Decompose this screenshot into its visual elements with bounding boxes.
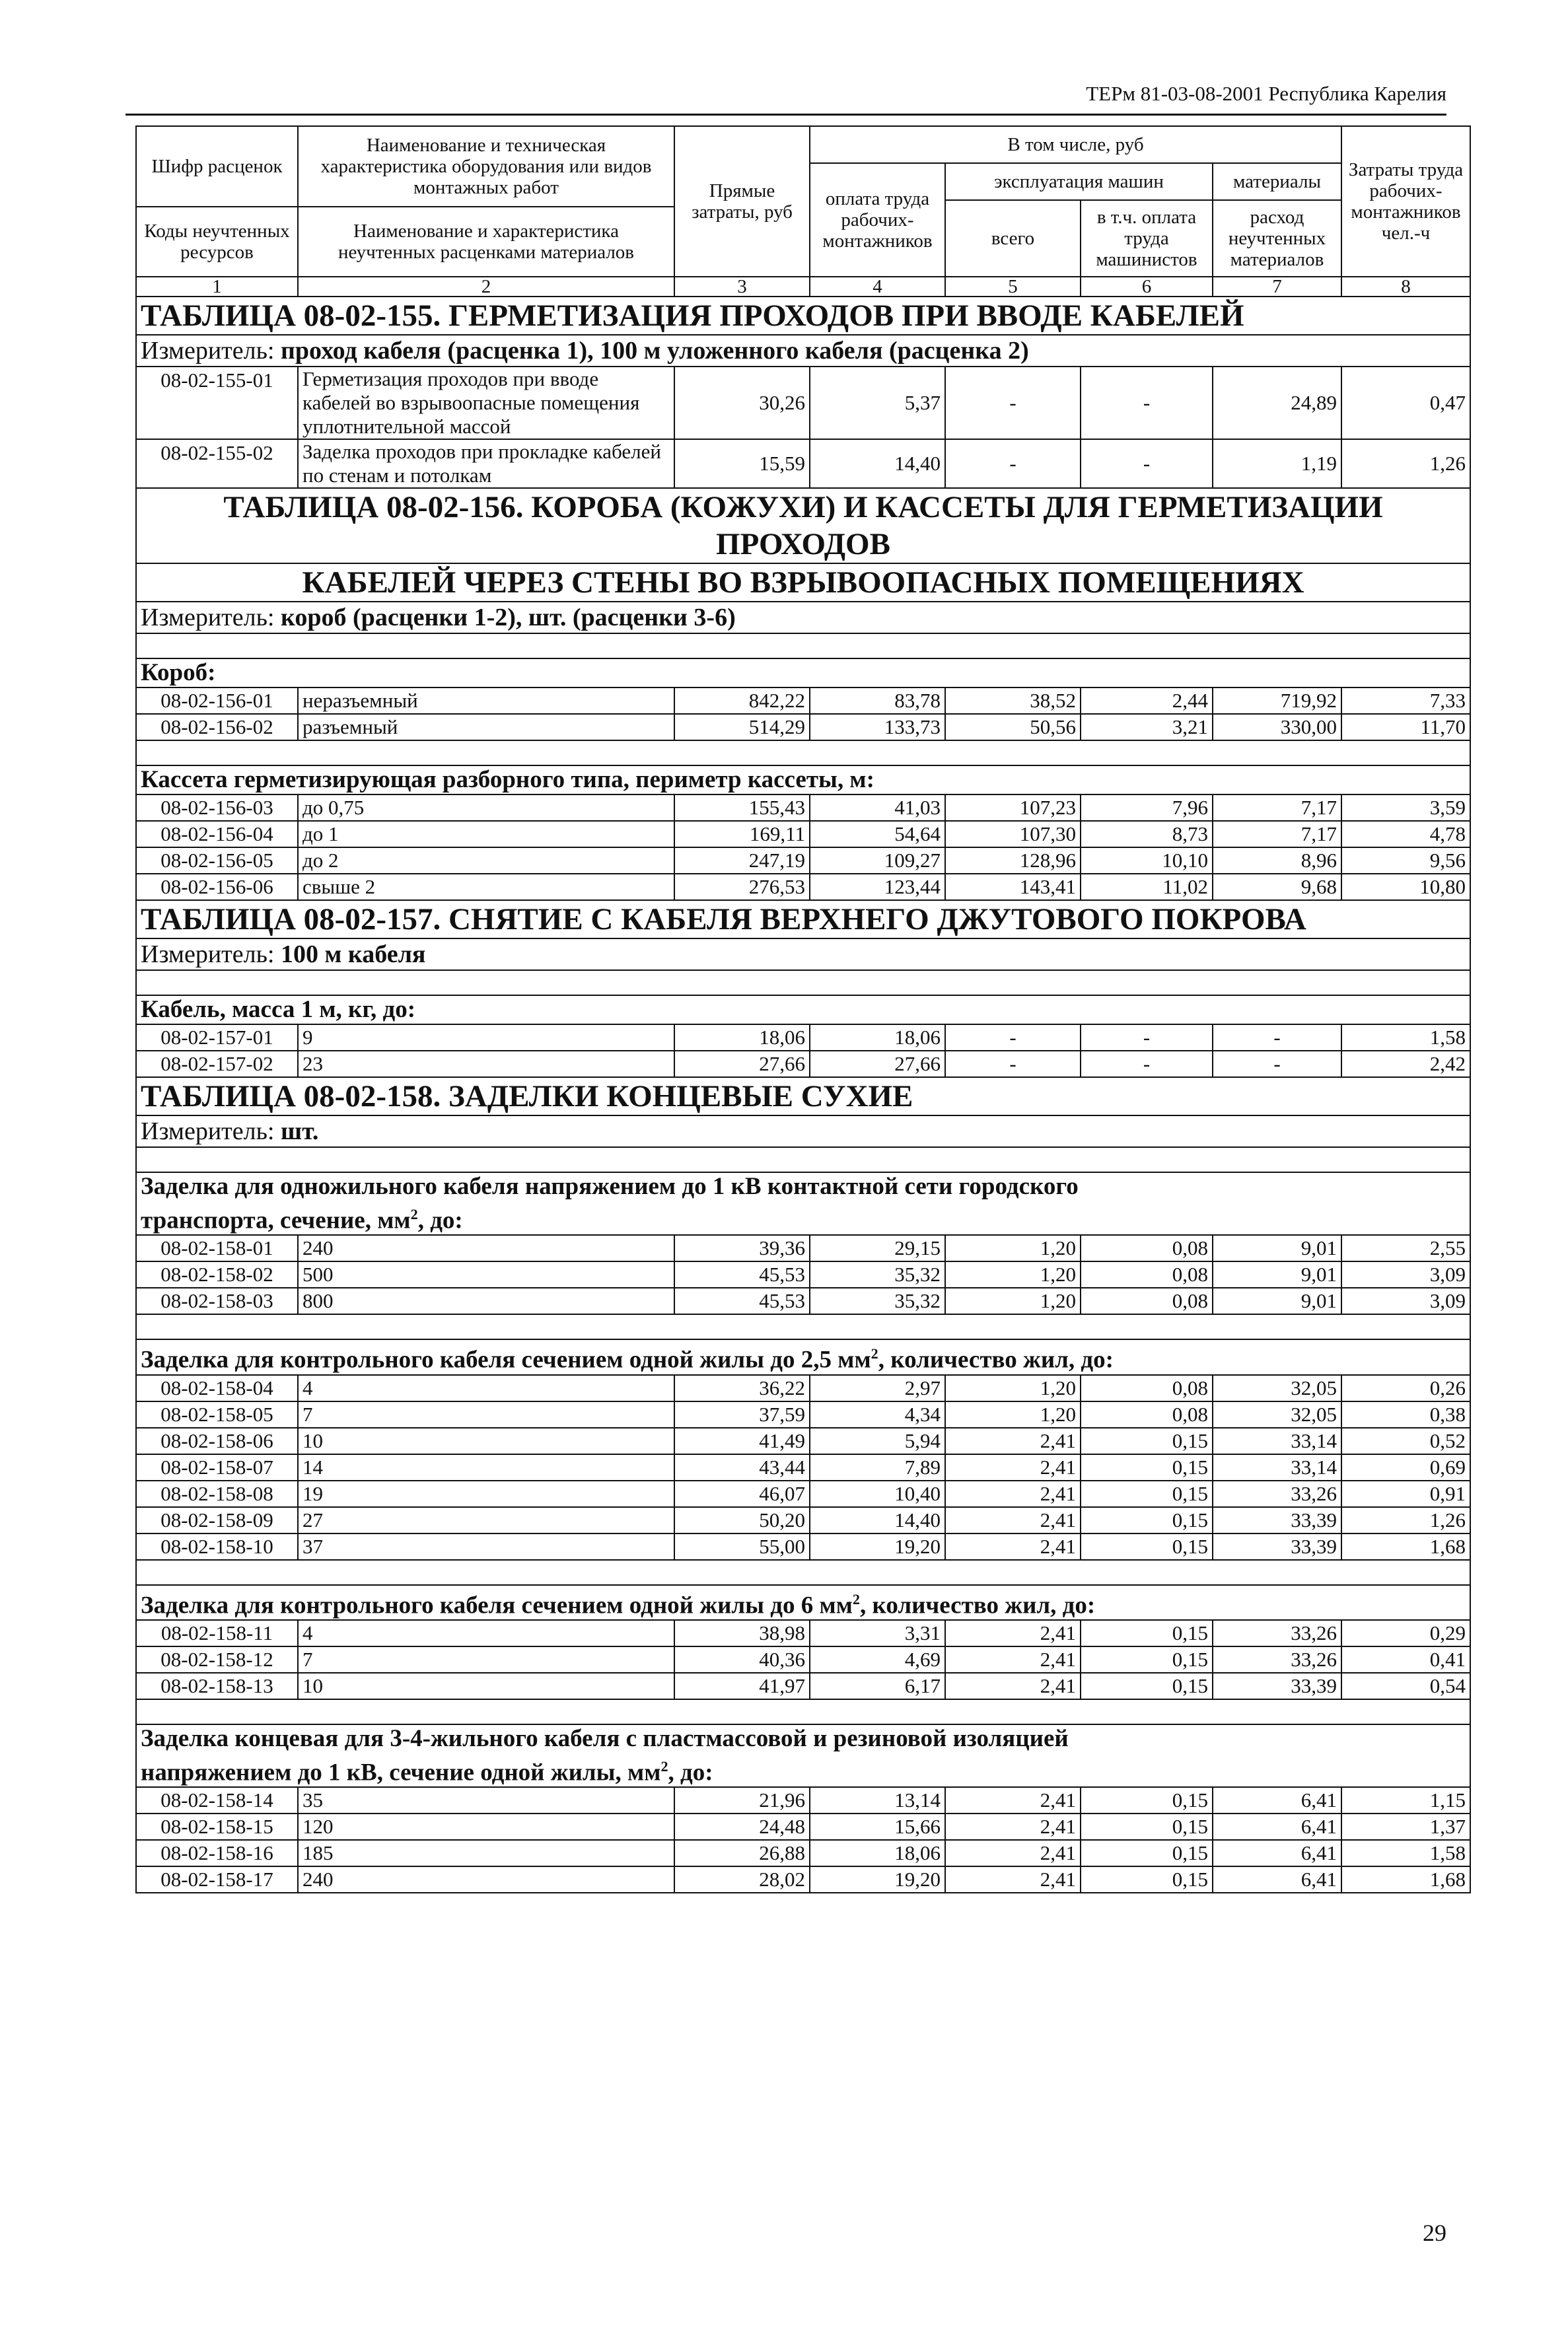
table-row [136, 1507, 1470, 1533]
col-name-sub-header: Наименование и характеристика неучтенных расценками материалов [298, 207, 674, 277]
col-machines-total-header: всего [945, 200, 1081, 277]
direct-cost: 39,36 [674, 1235, 810, 1261]
materials-cost: 1,19 [1213, 439, 1341, 488]
machinist-wage: 0,15 [1081, 1840, 1213, 1866]
rate-name: 27 [298, 1507, 674, 1533]
table-row [136, 1646, 1470, 1673]
rate-code: 08-02-155-01 [136, 367, 298, 439]
machinist-wage: 0,15 [1081, 1507, 1213, 1533]
rate-code: 08-02-158-16 [136, 1840, 298, 1866]
table-row [136, 1051, 1470, 1077]
machines-cost: 128,96 [945, 847, 1081, 874]
table-row [136, 1866, 1470, 1893]
wage-cost: 19,20 [810, 1866, 945, 1893]
table-row [136, 1814, 1470, 1840]
rate-code: 08-02-156-03 [136, 794, 298, 821]
table-row [136, 1261, 1470, 1288]
rate-code: 08-02-158-04 [136, 1375, 298, 1401]
direct-cost: 43,44 [674, 1454, 810, 1481]
direct-cost: 27,66 [674, 1051, 810, 1077]
col-code-header: Шифр расценок [136, 126, 298, 207]
direct-cost: 276,53 [674, 874, 810, 900]
table-157-title: ТАБЛИЦА 08-02-157. СНЯТИЕ С КАБЕЛЯ ВЕРХНЕГО ДЖУТОВОГО ПОКРОВА [136, 900, 1470, 938]
rate-name: Герметизация проходов при вводе кабелей во взрывоопасные помещения уплотнительной массой [298, 367, 674, 439]
machines-cost: 143,41 [945, 874, 1081, 900]
wage-cost: 35,32 [810, 1261, 945, 1288]
machinist-wage: 0,08 [1081, 1401, 1213, 1428]
machinist-wage: 10,10 [1081, 847, 1213, 874]
direct-cost: 40,36 [674, 1646, 810, 1673]
labor-hours: 0,38 [1341, 1401, 1470, 1428]
labor-hours: 1,58 [1341, 1024, 1470, 1051]
machinist-wage: 0,15 [1081, 1866, 1213, 1893]
direct-cost: 30,26 [674, 367, 810, 439]
rate-name: 37 [298, 1533, 674, 1560]
table-156-measure: Измеритель: короб (расценки 1-2), шт. (расценки 3-6) [136, 602, 1470, 633]
labor-hours: 0,47 [1341, 367, 1470, 439]
materials-cost: 6,41 [1213, 1840, 1341, 1866]
machinist-wage: 0,15 [1081, 1620, 1213, 1646]
labor-hours: 0,91 [1341, 1481, 1470, 1507]
col-num: 1 [136, 277, 298, 297]
wage-cost: 123,44 [810, 874, 945, 900]
machines-cost: 1,20 [945, 1235, 1081, 1261]
wage-cost: 29,15 [810, 1235, 945, 1261]
machinist-wage: 0,15 [1081, 1646, 1213, 1673]
machinist-wage: 0,15 [1081, 1533, 1213, 1560]
machinist-wage: 0,08 [1081, 1375, 1213, 1401]
rate-name: 10 [298, 1673, 674, 1699]
wage-cost: 5,94 [810, 1428, 945, 1454]
labor-hours: 0,54 [1341, 1673, 1470, 1699]
rate-code: 08-02-156-06 [136, 874, 298, 900]
wage-cost: 14,40 [810, 1507, 945, 1533]
table-row [136, 1787, 1470, 1814]
direct-cost: 37,59 [674, 1401, 810, 1428]
machines-cost: 2,41 [945, 1866, 1081, 1893]
table-row [136, 1428, 1470, 1454]
materials-cost: 33,26 [1213, 1646, 1341, 1673]
labor-hours: 7,33 [1341, 687, 1470, 714]
labor-hours: 1,58 [1341, 1840, 1470, 1866]
rate-code: 08-02-156-02 [136, 714, 298, 740]
col-machines-header: эксплуатация машин [945, 163, 1213, 200]
labor-hours: 2,42 [1341, 1051, 1470, 1077]
materials-cost: 33,14 [1213, 1454, 1341, 1481]
direct-cost: 45,53 [674, 1261, 810, 1288]
rate-name: 800 [298, 1288, 674, 1314]
materials-cost: 7,17 [1213, 794, 1341, 821]
materials-cost: 9,01 [1213, 1235, 1341, 1261]
header-rule [125, 114, 1446, 116]
direct-cost: 38,98 [674, 1620, 810, 1646]
machinist-wage: 0,08 [1081, 1288, 1213, 1314]
materials-cost: 719,92 [1213, 687, 1341, 714]
machines-cost: 107,30 [945, 821, 1081, 847]
table-row [136, 1454, 1470, 1481]
subheading-cassette: Кассета герметизирующая разборного типа, периметр кассеты, м: [136, 765, 1470, 794]
rate-name: до 1 [298, 821, 674, 847]
rate-code: 08-02-158-17 [136, 1866, 298, 1893]
rates-table [135, 125, 1471, 1893]
rate-code: 08-02-158-08 [136, 1481, 298, 1507]
wage-cost: 13,14 [810, 1787, 945, 1814]
column-numbers-row [136, 277, 1470, 297]
wage-cost: 19,20 [810, 1533, 945, 1560]
rate-name: до 2 [298, 847, 674, 874]
machinist-wage: 0,08 [1081, 1261, 1213, 1288]
col-materials-header: материалы [1213, 163, 1341, 200]
rate-name: 19 [298, 1481, 674, 1507]
col-machines-wage-header: в т.ч. оплата труда машинистов [1081, 200, 1213, 277]
labor-hours: 11,70 [1341, 714, 1470, 740]
col-labor-header: Затраты труда рабочих-монтажников чел.-ч [1341, 126, 1470, 277]
rate-code: 08-02-158-07 [136, 1454, 298, 1481]
table-row [136, 1024, 1470, 1051]
rate-code: 08-02-158-14 [136, 1787, 298, 1814]
labor-hours: 0,69 [1341, 1454, 1470, 1481]
machinist-wage: 2,44 [1081, 687, 1213, 714]
table-row [136, 821, 1470, 847]
rate-name: Заделка проходов при прокладке кабелей по стенам и потолкам [298, 439, 674, 488]
rate-code: 08-02-158-11 [136, 1620, 298, 1646]
table-row [136, 687, 1470, 714]
col-num: 7 [1213, 277, 1341, 297]
table-row [136, 1401, 1470, 1428]
rate-code: 08-02-157-02 [136, 1051, 298, 1077]
direct-cost: 36,22 [674, 1375, 810, 1401]
direct-cost: 24,48 [674, 1814, 810, 1840]
rate-name: 7 [298, 1646, 674, 1673]
rate-code: 08-02-156-01 [136, 687, 298, 714]
col-num: 6 [1081, 277, 1213, 297]
labor-hours: 0,29 [1341, 1620, 1470, 1646]
machines-cost: 2,41 [945, 1673, 1081, 1699]
materials-cost: 7,17 [1213, 821, 1341, 847]
direct-cost: 41,49 [674, 1428, 810, 1454]
rate-code: 08-02-158-10 [136, 1533, 298, 1560]
wage-cost: 83,78 [810, 687, 945, 714]
table-row [136, 1620, 1470, 1646]
col-name-header: Наименование и техническая характеристика оборудования или видов монтажных работ [298, 126, 674, 207]
labor-hours: 4,78 [1341, 821, 1470, 847]
machinist-wage: 0,15 [1081, 1428, 1213, 1454]
rate-name: до 0,75 [298, 794, 674, 821]
wage-cost: 7,89 [810, 1454, 945, 1481]
wage-cost: 18,06 [810, 1840, 945, 1866]
table-row [136, 1481, 1470, 1507]
table-row [136, 847, 1470, 874]
direct-cost: 247,19 [674, 847, 810, 874]
machinist-wage: 8,73 [1081, 821, 1213, 847]
page-number: 29 [1423, 2220, 1446, 2246]
machinist-wage: 11,02 [1081, 874, 1213, 900]
rate-name: 35 [298, 1787, 674, 1814]
machines-cost: 1,20 [945, 1288, 1081, 1314]
wage-cost: 2,97 [810, 1375, 945, 1401]
direct-cost: 45,53 [674, 1288, 810, 1314]
machinist-wage: 0,15 [1081, 1481, 1213, 1507]
machines-cost: 2,41 [945, 1814, 1081, 1840]
machinist-wage: - [1081, 1051, 1213, 1077]
machinist-wage: 3,21 [1081, 714, 1213, 740]
labor-hours: 0,41 [1341, 1646, 1470, 1673]
rate-code: 08-02-158-02 [136, 1261, 298, 1288]
machines-cost: 2,41 [945, 1840, 1081, 1866]
machines-cost: 107,23 [945, 794, 1081, 821]
rate-name: 7 [298, 1401, 674, 1428]
col-incl-header: В том числе, руб [810, 126, 1341, 163]
document-reference: ТЕРм 81-03-08-2001 Республика Карелия [1086, 82, 1446, 105]
rate-name: свыше 2 [298, 874, 674, 900]
rate-code: 08-02-156-05 [136, 847, 298, 874]
wage-cost: 14,40 [810, 439, 945, 488]
machines-cost: 50,56 [945, 714, 1081, 740]
direct-cost: 28,02 [674, 1866, 810, 1893]
materials-cost: 33,26 [1213, 1620, 1341, 1646]
rate-name: неразъемный [298, 687, 674, 714]
materials-cost: 33,26 [1213, 1481, 1341, 1507]
materials-cost: 32,05 [1213, 1401, 1341, 1428]
labor-hours: 10,80 [1341, 874, 1470, 900]
materials-cost: 32,05 [1213, 1375, 1341, 1401]
rate-name: 4 [298, 1375, 674, 1401]
table-row [136, 439, 1470, 488]
wage-cost: 4,69 [810, 1646, 945, 1673]
labor-hours: 0,52 [1341, 1428, 1470, 1454]
direct-cost: 155,43 [674, 794, 810, 821]
col-num: 2 [298, 277, 674, 297]
wage-cost: 6,17 [810, 1673, 945, 1699]
machinist-wage: 7,96 [1081, 794, 1213, 821]
machinist-wage: - [1081, 439, 1213, 488]
machines-cost: 2,41 [945, 1646, 1081, 1673]
subheading-single-core: Заделка для одножильного кабеля напряжением до 1 кВ контактной сети городского транспорта, сечение, $мм^2$, до: [136, 1172, 1470, 1235]
wage-cost: 4,34 [810, 1401, 945, 1428]
col-num: 8 [1341, 277, 1470, 297]
direct-cost: 26,88 [674, 1840, 810, 1866]
table-row [136, 794, 1470, 821]
table-158-title: ТАБЛИЦА 08-02-158. ЗАДЕЛКИ КОНЦЕВЫЕ СУХИЕ [136, 1077, 1470, 1115]
direct-cost: 18,06 [674, 1024, 810, 1051]
direct-cost: 46,07 [674, 1481, 810, 1507]
table-158-measure: Измеритель: шт. [136, 1115, 1470, 1147]
materials-cost: 33,39 [1213, 1673, 1341, 1699]
materials-cost: 6,41 [1213, 1787, 1341, 1814]
labor-hours: 1,37 [1341, 1814, 1470, 1840]
machines-cost: 2,41 [945, 1454, 1081, 1481]
wage-cost: 27,66 [810, 1051, 945, 1077]
col-direct-header: Прямые затраты, руб [674, 126, 810, 277]
machines-cost: 2,41 [945, 1428, 1081, 1454]
table-155-title: ТАБЛИЦА 08-02-155. ГЕРМЕТИЗАЦИЯ ПРОХОДОВ ПРИ ВВОДЕ КАБЕЛЕЙ [136, 297, 1470, 335]
table-row [136, 714, 1470, 740]
rate-name: 120 [298, 1814, 674, 1840]
wage-cost: 133,73 [810, 714, 945, 740]
direct-cost: 842,22 [674, 687, 810, 714]
labor-hours: 3,09 [1341, 1288, 1470, 1314]
labor-hours: 1,68 [1341, 1866, 1470, 1893]
col-num: 4 [810, 277, 945, 297]
machinist-wage: - [1081, 367, 1213, 439]
table-row [136, 1533, 1470, 1560]
rate-code: 08-02-157-01 [136, 1024, 298, 1051]
labor-hours: 1,26 [1341, 1507, 1470, 1533]
machinist-wage: 0,15 [1081, 1814, 1213, 1840]
rate-name: 9 [298, 1024, 674, 1051]
rate-code: 08-02-158-12 [136, 1646, 298, 1673]
machines-cost: - [945, 367, 1081, 439]
direct-cost: 514,29 [674, 714, 810, 740]
col-materials-sub-header: расход неучтенных материалов [1213, 200, 1341, 277]
materials-cost: 9,01 [1213, 1261, 1341, 1288]
materials-cost: - [1213, 1051, 1341, 1077]
subheading-control-2-5: Заделка для контрольного кабеля сечением одной жилы до 2,5 $мм^2$, количество жил, до: [136, 1339, 1470, 1374]
subheading-end-termination: Заделка концевая для 3-4-жильного кабеля с пластмассовой и резиновой изоляцией напряжением до 1 кВ, сечение одной жилы, $мм^2$, до: [136, 1724, 1470, 1787]
wage-cost: 35,32 [810, 1288, 945, 1314]
table-row [136, 1235, 1470, 1261]
machines-cost: 2,41 [945, 1787, 1081, 1814]
labor-hours: 2,55 [1341, 1235, 1470, 1261]
rate-name: 14 [298, 1454, 674, 1481]
materials-cost: 33,14 [1213, 1428, 1341, 1454]
rate-code: 08-02-158-06 [136, 1428, 298, 1454]
materials-cost: 24,89 [1213, 367, 1341, 439]
labor-hours: 1,15 [1341, 1787, 1470, 1814]
labor-hours: 1,68 [1341, 1533, 1470, 1560]
machines-cost: - [945, 1051, 1081, 1077]
machines-cost: 2,41 [945, 1481, 1081, 1507]
machines-cost: - [945, 1024, 1081, 1051]
machinist-wage: - [1081, 1024, 1213, 1051]
machines-cost: 1,20 [945, 1401, 1081, 1428]
rate-name: 4 [298, 1620, 674, 1646]
direct-cost: 50,20 [674, 1507, 810, 1533]
col-code-sub-header: Коды неучтенных ресурсов [136, 207, 298, 277]
table-row [136, 1288, 1470, 1314]
machinist-wage: 0,15 [1081, 1454, 1213, 1481]
materials-cost: 9,68 [1213, 874, 1341, 900]
wage-cost: 10,40 [810, 1481, 945, 1507]
rate-code: 08-02-158-05 [136, 1401, 298, 1428]
labor-hours: 3,09 [1341, 1261, 1470, 1288]
direct-cost: 21,96 [674, 1787, 810, 1814]
materials-cost: 6,41 [1213, 1866, 1341, 1893]
col-num: 5 [945, 277, 1081, 297]
rate-name: 10 [298, 1428, 674, 1454]
machines-cost: 2,41 [945, 1533, 1081, 1560]
wage-cost: 54,64 [810, 821, 945, 847]
table-157-measure: Измеритель: 100 м кабеля [136, 938, 1470, 970]
machinist-wage: 0,15 [1081, 1673, 1213, 1699]
machines-cost: 2,41 [945, 1507, 1081, 1533]
materials-cost: 33,39 [1213, 1533, 1341, 1560]
materials-cost: 33,39 [1213, 1507, 1341, 1533]
direct-cost: 55,00 [674, 1533, 810, 1560]
rate-code: 08-02-158-09 [136, 1507, 298, 1533]
direct-cost: 41,97 [674, 1673, 810, 1699]
rate-name: 185 [298, 1840, 674, 1866]
wage-cost: 3,31 [810, 1620, 945, 1646]
table-156-title-line2: КАБЕЛЕЙ ЧЕРЕЗ СТЕНЫ ВО ВЗРЫВООПАСНЫХ ПОМЕЩЕНИЯХ [136, 563, 1470, 602]
materials-cost: 330,00 [1213, 714, 1341, 740]
rate-code: 08-02-156-04 [136, 821, 298, 847]
wage-cost: 109,27 [810, 847, 945, 874]
rate-name: 23 [298, 1051, 674, 1077]
materials-cost: 9,01 [1213, 1288, 1341, 1314]
materials-cost: - [1213, 1024, 1341, 1051]
rate-name: 240 [298, 1866, 674, 1893]
labor-hours: 3,59 [1341, 794, 1470, 821]
materials-cost: 8,96 [1213, 847, 1341, 874]
rate-name: 500 [298, 1261, 674, 1288]
rate-name: разъемный [298, 714, 674, 740]
direct-cost: 169,11 [674, 821, 810, 847]
table-row [136, 1375, 1470, 1401]
machinist-wage: 0,15 [1081, 1787, 1213, 1814]
wage-cost: 15,66 [810, 1814, 945, 1840]
machines-cost: 38,52 [945, 687, 1081, 714]
table-row [136, 1840, 1470, 1866]
wage-cost: 18,06 [810, 1024, 945, 1051]
machines-cost: 2,41 [945, 1620, 1081, 1646]
labor-hours: 9,56 [1341, 847, 1470, 874]
labor-hours: 0,26 [1341, 1375, 1470, 1401]
table-row [136, 1673, 1470, 1699]
rate-code: 08-02-155-02 [136, 439, 298, 488]
rate-code: 08-02-158-13 [136, 1673, 298, 1699]
direct-cost: 15,59 [674, 439, 810, 488]
wage-cost: 5,37 [810, 367, 945, 439]
table-155-measure: Измеритель: проход кабеля (расценка 1), 100 м уложенного кабеля (расценка 2) [136, 335, 1470, 367]
col-wage-header: оплата труда рабочих-монтажников [810, 163, 945, 277]
subheading-control-6: Заделка для контрольного кабеля сечением одной жилы до 6 $мм^2$, количество жил, до: [136, 1585, 1470, 1620]
rate-name: 240 [298, 1235, 674, 1261]
table-row [136, 874, 1470, 900]
machines-cost: 1,20 [945, 1261, 1081, 1288]
labor-hours: 1,26 [1341, 439, 1470, 488]
machines-cost: 1,20 [945, 1375, 1081, 1401]
subheading-box: Короб: [136, 658, 1470, 687]
materials-cost: 6,41 [1213, 1814, 1341, 1840]
table-row [136, 367, 1470, 439]
subheading-cable-mass: Кабель, масса 1 м, кг, до: [136, 995, 1470, 1024]
table-156-title: ТАБЛИЦА 08-02-156. КОРОБА (КОЖУХИ) И КАССЕТЫ ДЛЯ ГЕРМЕТИЗАЦИИ ПРОХОДОВ [136, 488, 1470, 563]
rate-code: 08-02-158-01 [136, 1235, 298, 1261]
rate-code: 08-02-158-03 [136, 1288, 298, 1314]
rate-code: 08-02-158-15 [136, 1814, 298, 1840]
wage-cost: 41,03 [810, 794, 945, 821]
col-num: 3 [674, 277, 810, 297]
machines-cost: - [945, 439, 1081, 488]
machinist-wage: 0,08 [1081, 1235, 1213, 1261]
